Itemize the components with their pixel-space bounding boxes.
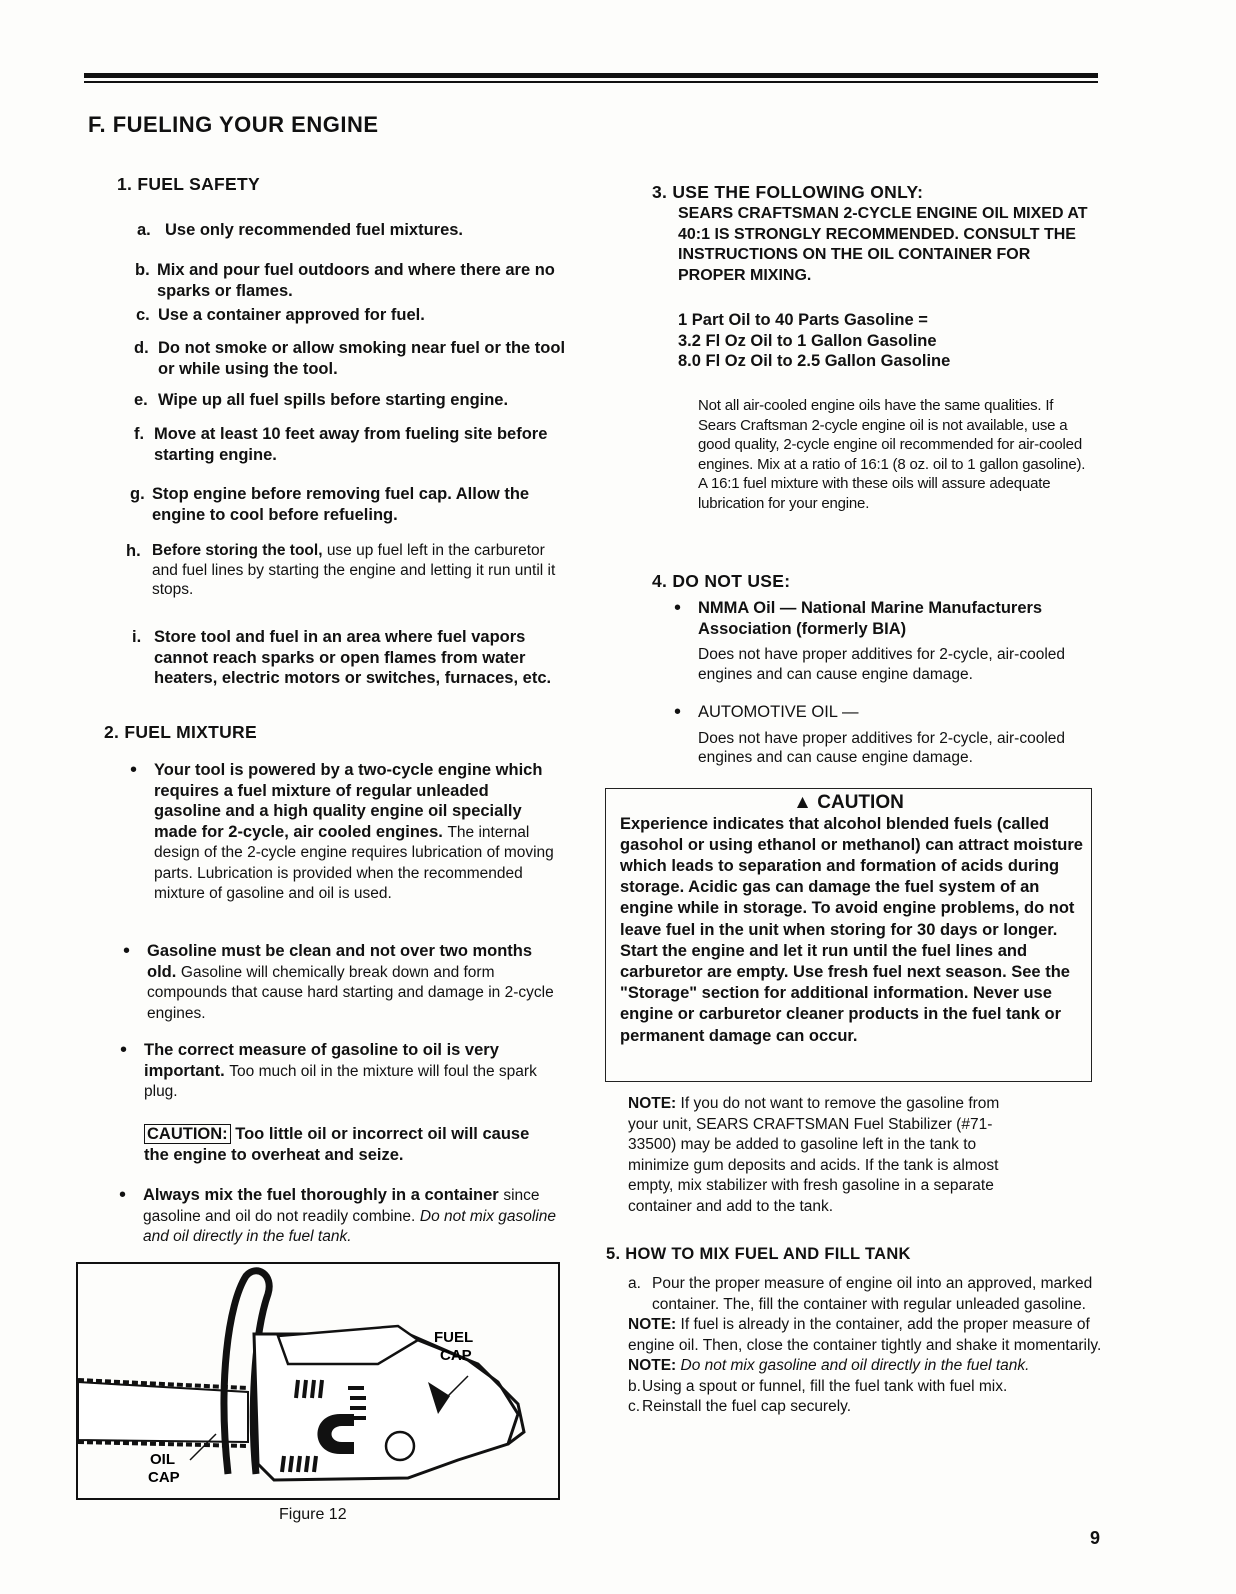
safety-label-h: h.: [126, 542, 141, 560]
do-not-use-bullet-2-text: Does not have proper additives for 2-cycle, air-cooled engines and can cause engine damage.: [698, 729, 1066, 766]
stabilizer-note: [628, 1094, 1024, 1217]
warning-triangle-icon: ▲: [793, 792, 812, 813]
safety-text-h-bold: Before storing the tool,: [152, 542, 323, 559]
oil-cap-label-2: CAP: [148, 1469, 180, 1486]
do-not-use-bullet-2-bold: • AUTOMOTIVE OIL —: [698, 703, 859, 721]
mixture-bullet-3-text: Too much oil in the mixture will foul the spark plug.: [144, 1062, 537, 1100]
caution-body: Experience indicates that alcohol blended fuels (called gasohol or using ethanol or methanol) can attract moisture which leads to separation and formation of acids during storage. Acidic gas can damage the fuel system of an engine while in storage. To avoid engine problems, do not leave fuel in the unit when storing for 30 days or longer. Start the engine and let it run until the fuel lines and carburetor are empty. Use fresh fuel next season. See the "Storage" section for additional information. Never use engine or carburetor cleaner products in the fuel tank or permanent damage can occur.: [620, 814, 1083, 1045]
mixture-caution-label: CAUTION:: [144, 1124, 231, 1144]
stabilizer-note-text: If you do not want to remove the gasoline from your unit, SEARS CRAFTSMAN Fuel Stabilizer (#71-33500) may be added to gasoline left in the tank to minimize gum deposits and acids. If the tank is almost empty, mix stabilizer with fresh gasoline in a separate container and add to the tank.: [628, 1095, 1000, 1215]
safety-label-i: i.: [132, 628, 142, 646]
safety-label-c: c.: [136, 306, 150, 324]
step-c-label: c.: [628, 1398, 641, 1415]
oil-cap-label-1: OIL: [150, 1451, 175, 1468]
note-2-text: Do not mix gasoline and oil directly in the fuel tank.: [680, 1357, 1030, 1374]
ratio-lines: [678, 310, 1092, 372]
safety-label-e: e.: [134, 391, 148, 409]
oil-quality-note: Not all air-cooled engine oils have the same qualities. If Sears Craftsman 2-cycle engine oil is not available, use a good quality, 2-cycle engine oil recommended for air-cooled engines. Mix at a ratio of 16:1 (8 oz. oil to 1 gallon gasoline). A 16:1 fuel mixture with these oils will assure adequate lubrication for your engine.: [698, 397, 1086, 512]
safety-label-d: d.: [134, 339, 149, 357]
do-not-use-bullet-1-text: Does not have proper additives for 2-cycle, air-cooled engines and can cause engine damage.: [698, 646, 1066, 683]
mixture-caution-text: Too little oil or incorrect oil will cause the engine to overheat and seize.: [144, 1125, 530, 1164]
step-c: [628, 1397, 1108, 1418]
safety-label-g: g.: [130, 485, 145, 503]
step-b: [628, 1377, 1108, 1398]
use-following-heading: 3. USE THE FOLLOWING ONLY:: [652, 182, 924, 202]
step-a-text: Pour the proper measure of engine oil into an approved, marked container. The, fill the container with regular unleaded gasoline.: [652, 1275, 1093, 1313]
step-b-text: Using a spout or funnel, fill the fuel tank with fuel mix.: [642, 1377, 1008, 1395]
caution-title-text: CAUTION: [817, 792, 904, 813]
fuel-mixture-heading: 2. FUEL MIXTURE: [104, 722, 257, 742]
page-number: 9: [1090, 1528, 1101, 1548]
safety-text-i: Store tool and fuel in an area where fuel vapors cannot reach sparks or open flames from water heaters, electric motors or switches, furnaces, etc.: [154, 628, 552, 687]
stabilizer-note-label: NOTE:: [628, 1095, 677, 1112]
safety-text-f: Move at least 10 feet away from fueling site before starting engine.: [154, 425, 548, 464]
safety-text-g: Stop engine before removing fuel cap. Allow the engine to cool before refueling.: [152, 485, 530, 524]
fuel-cap-label-1: FUEL: [434, 1329, 474, 1346]
safety-text-c: Use a container approved for fuel.: [158, 306, 425, 324]
do-not-use-bullet-1: [698, 598, 1092, 684]
note-1-text: If fuel is already in the container, add the proper measure of engine oil. Then, close the container tightly and shake it momentarily.: [628, 1316, 1102, 1354]
step-b-label: b.: [628, 1377, 641, 1395]
fuel-safety-heading: 1. FUEL SAFETY: [117, 174, 260, 194]
mixture-bullet-2-text: Gasoline will chemically break down and form compounds that cause hard starting and damage in 2-cycle engines.: [147, 963, 554, 1022]
step-a-label: a.: [628, 1275, 641, 1292]
safety-text-d: Do not smoke or allow smoking near fuel or the tool or while using the tool.: [158, 339, 566, 378]
safety-text-a: Use only recommended fuel mixtures.: [165, 221, 464, 239]
mixture-bullet-1-bold: Your tool is powered by a two-cycle engine which requires a fuel mixture of regular unleaded gasoline and a high quality engine oil specially made for 2-cycle, air cooled engines.: [154, 761, 543, 841]
safety-label-f: f.: [134, 425, 145, 443]
caution-title: [606, 793, 1091, 814]
step-a: [628, 1274, 1108, 1315]
use-following-text: SEARS CRAFTSMAN 2-CYCLE ENGINE OIL MIXED AT 40:1 IS STRONGLY RECOMMENDED. CONSULT THE INSTRUCTIONS ON THE OIL CONTAINER FOR PROPER MIXING.: [678, 205, 1088, 284]
mixture-bullet-4-bold: Always mix the fuel thoroughly in a container: [143, 1186, 499, 1204]
safety-text-h: use up fuel left in the carburetor and fuel lines by starting the engine and letting it run until it stops.: [152, 542, 556, 598]
note-1-label: NOTE:: [628, 1316, 677, 1333]
caution-box: [605, 788, 1092, 1082]
how-to-mix-steps: [628, 1274, 1108, 1418]
mixture-bullet-3-bold: The correct measure of gasoline to oil is very important.: [144, 1041, 499, 1080]
mixture-bullet-1-text: The internal design of the 2-cycle engine requires lubrication of moving parts. Lubrication is provided when the recommended mixture of gasoline and oil is used.: [154, 823, 554, 902]
section-title: F. FUELING YOUR ENGINE: [88, 112, 379, 137]
ratio-line-3: 8.0 Fl Oz Oil to 2.5 Gallon Gasoline: [678, 352, 951, 370]
ratio-line-2: 3.2 Fl Oz Oil to 1 Gallon Gasoline: [678, 331, 937, 350]
step-c-text: Reinstall the fuel cap securely.: [642, 1398, 852, 1415]
mixture-bullet-4-italic: Do not mix gasoline and oil directly in the fuel tank.: [143, 1207, 557, 1245]
mixture-bullet-4-text: since gasoline and oil do not readily combine.: [143, 1187, 540, 1225]
do-not-use-bullet-2: [698, 702, 1092, 768]
note-2-label: NOTE:: [628, 1357, 677, 1374]
safety-label-a: a.: [137, 221, 151, 239]
fuel-cap-label-2: CAP: [440, 1347, 472, 1364]
safety-text-e: Wipe up all fuel spills before starting engine.: [158, 391, 509, 409]
mixture-bullet-2-bold: Gasoline must be clean and not over two months old.: [147, 942, 533, 981]
how-to-mix-heading: 5. HOW TO MIX FUEL AND FILL TANK: [606, 1245, 911, 1263]
ratio-line-1: 1 Part Oil to 40 Parts Gasoline =: [678, 311, 928, 329]
note-1: [628, 1315, 1108, 1356]
note-2: [628, 1356, 1108, 1377]
do-not-use-heading: 4. DO NOT USE:: [652, 571, 791, 591]
figure-caption: Figure 12: [279, 1506, 347, 1523]
safety-label-b: b.: [135, 261, 150, 279]
do-not-use-bullet-1-bold: • NMMA Oil — National Marine Manufacturers Association (formerly BIA): [698, 599, 1043, 638]
safety-text-b: Mix and pour fuel outdoors and where there are no sparks or flames.: [157, 261, 555, 300]
